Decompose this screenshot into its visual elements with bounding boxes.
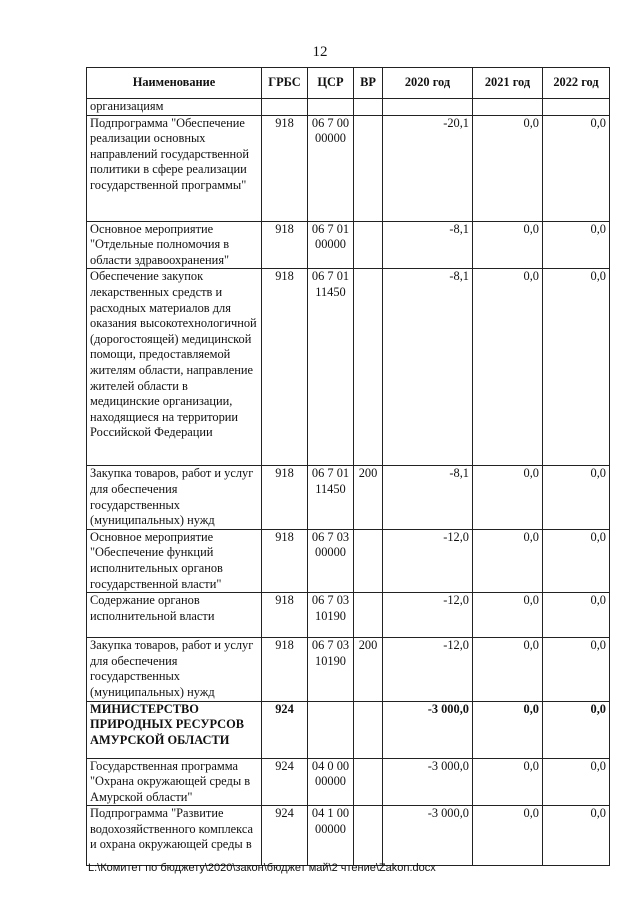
cell-y2021: 0,0: [473, 466, 543, 529]
table-row: [87, 529, 610, 592]
cell-grbs: 924: [262, 758, 308, 806]
cell-name: Подпрограмма "Развитие водохозяйственного комплекса и охрана окружающей среды в: [87, 806, 262, 866]
cell-y2021: 0,0: [473, 269, 543, 466]
table-row: [87, 99, 610, 116]
cell-y2022: 0,0: [543, 638, 610, 701]
table-body: [87, 99, 610, 866]
cell-grbs: 918: [262, 221, 308, 269]
cell-csr: 06 7 00 00000: [308, 115, 354, 221]
cell-y2020: -12,0: [383, 593, 473, 638]
header-2020: 2020 год: [383, 68, 473, 99]
header-2021: 2021 год: [473, 68, 543, 99]
cell-vr: [354, 701, 383, 758]
table-row: [87, 115, 610, 221]
cell-vr: 200: [354, 638, 383, 701]
cell-y2020: -12,0: [383, 638, 473, 701]
cell-y2022: 0,0: [543, 593, 610, 638]
cell-vr: [354, 529, 383, 592]
table-row: [87, 701, 610, 758]
cell-vr: [354, 806, 383, 866]
cell-vr: [354, 99, 383, 116]
header-grbs: ГРБС: [262, 68, 308, 99]
table-row: [87, 466, 610, 529]
cell-csr: 06 7 03 00000: [308, 529, 354, 592]
cell-y2022: 0,0: [543, 115, 610, 221]
cell-grbs: 918: [262, 115, 308, 221]
cell-name: Закупка товаров, работ и услуг для обеспечения государственных (муниципальных) нужд: [87, 638, 262, 701]
table-header-row: [87, 68, 610, 99]
cell-y2020: -3 000,0: [383, 806, 473, 866]
table-row: [87, 221, 610, 269]
cell-y2020: -8,1: [383, 269, 473, 466]
cell-grbs: 918: [262, 638, 308, 701]
cell-grbs: 924: [262, 806, 308, 866]
cell-grbs: 918: [262, 593, 308, 638]
file-path-footer: L:\Комитет по бюджету\2020\закон\бюджет май\2 чтение\Zakon.docx: [88, 862, 436, 874]
cell-csr: [308, 701, 354, 758]
cell-y2020: -8,1: [383, 221, 473, 269]
cell-name: Основное мероприятие "Обеспечение функций исполнительных органов государственной власти": [87, 529, 262, 592]
cell-name: Государственная программа "Охрана окружающей среды в Амурской области": [87, 758, 262, 806]
cell-y2021: 0,0: [473, 593, 543, 638]
cell-vr: 200: [354, 466, 383, 529]
cell-y2021: 0,0: [473, 701, 543, 758]
cell-y2020: [383, 99, 473, 116]
cell-name: Основное мероприятие "Отдельные полномочия в области здравоохранения": [87, 221, 262, 269]
page-number: 12: [312, 44, 328, 60]
cell-csr: 06 7 01 11450: [308, 269, 354, 466]
cell-y2022: 0,0: [543, 806, 610, 866]
cell-y2021: 0,0: [473, 221, 543, 269]
cell-y2020: -3 000,0: [383, 758, 473, 806]
cell-csr: 06 7 01 11450: [308, 466, 354, 529]
cell-name: МИНИСТЕРСТВО ПРИРОДНЫХ РЕСУРСОВ АМУРСКОЙ ОБЛАСТИ: [87, 701, 262, 758]
cell-name: Обеспечение закупок лекарственных средств и расходных материалов для оказания высокотехнологичной (дорогостоящей) медицинской помощи, предоставляемой жителям области, направление жителей области в медицинские организации, находящиеся на территории Российской Федерации: [87, 269, 262, 466]
cell-y2022: 0,0: [543, 269, 610, 466]
cell-csr: 06 7 03 10190: [308, 593, 354, 638]
cell-y2022: 0,0: [543, 701, 610, 758]
table-row: [87, 758, 610, 806]
cell-vr: [354, 115, 383, 221]
cell-csr: 06 7 03 10190: [308, 638, 354, 701]
cell-y2021: 0,0: [473, 115, 543, 221]
cell-csr: 04 0 00 00000: [308, 758, 354, 806]
cell-vr: [354, 593, 383, 638]
cell-csr: [308, 99, 354, 116]
cell-y2020: -12,0: [383, 529, 473, 592]
table-row: [87, 806, 610, 866]
cell-y2022: 0,0: [543, 466, 610, 529]
header-2022: 2022 год: [543, 68, 610, 99]
cell-y2021: [473, 99, 543, 116]
cell-csr: 04 1 00 00000: [308, 806, 354, 866]
cell-y2020: -3 000,0: [383, 701, 473, 758]
budget-table: [86, 67, 610, 866]
cell-name: Содержание органов исполнительной власти: [87, 593, 262, 638]
cell-y2022: 0,0: [543, 221, 610, 269]
cell-vr: [354, 221, 383, 269]
header-name: Наименование: [87, 68, 262, 99]
header-csr: ЦСР: [308, 68, 354, 99]
cell-vr: [354, 758, 383, 806]
cell-y2022: [543, 99, 610, 116]
cell-grbs: 918: [262, 529, 308, 592]
cell-name: Закупка товаров, работ и услуг для обеспечения государственных (муниципальных) нужд: [87, 466, 262, 529]
cell-csr: 06 7 01 00000: [308, 221, 354, 269]
cell-y2022: 0,0: [543, 758, 610, 806]
table-row: [87, 269, 610, 466]
cell-vr: [354, 269, 383, 466]
cell-y2021: 0,0: [473, 529, 543, 592]
cell-name: Подпрограмма "Обеспечение реализации основных направлений государственной политики в сфере реализации государственной программы": [87, 115, 262, 221]
header-vr: ВР: [354, 68, 383, 99]
cell-grbs: 924: [262, 701, 308, 758]
table-row: [87, 638, 610, 701]
table-row: [87, 593, 610, 638]
cell-y2022: 0,0: [543, 529, 610, 592]
cell-y2021: 0,0: [473, 638, 543, 701]
cell-y2020: -20,1: [383, 115, 473, 221]
cell-y2021: 0,0: [473, 806, 543, 866]
cell-grbs: 918: [262, 466, 308, 529]
cell-grbs: [262, 99, 308, 116]
cell-grbs: 918: [262, 269, 308, 466]
cell-name: организациям: [87, 99, 262, 116]
cell-y2021: 0,0: [473, 758, 543, 806]
cell-y2020: -8,1: [383, 466, 473, 529]
